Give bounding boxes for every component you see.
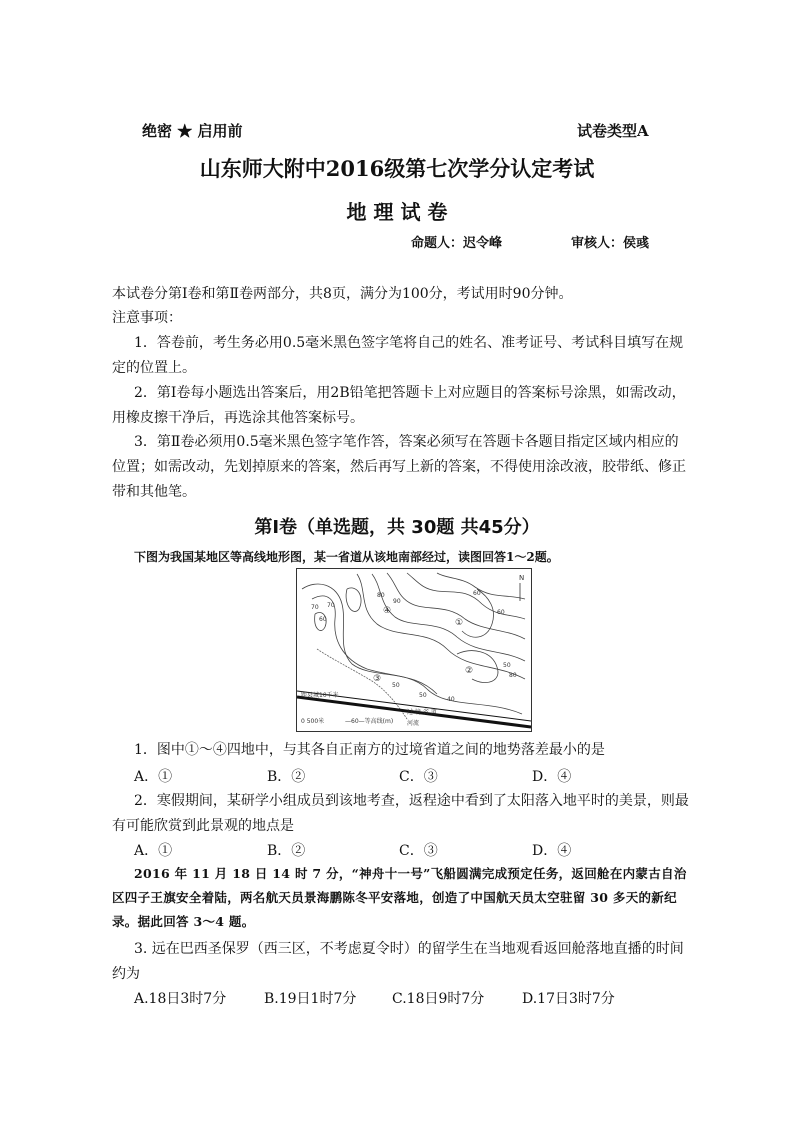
- q3-option-b[interactable]: B.19日1时7分: [264, 991, 357, 1007]
- q2-option-a[interactable]: A．①: [134, 843, 173, 859]
- contour-map-svg: [297, 569, 531, 731]
- marker-2: ②: [465, 666, 474, 676]
- map-label: 50: [392, 682, 400, 689]
- map-label: 60: [319, 616, 327, 623]
- north-arrow-icon: N: [519, 574, 525, 582]
- notice-item-1: 1．答卷前，考生务必用0.5毫米黑色签字笔将自己的姓名、准考证号、考试科目填写在规定的位置上。: [112, 335, 684, 376]
- section-lead: 下图为我国某地区等高线地形图，某一省道从该地南部经过，读图回答1～2题。: [134, 550, 559, 564]
- q2-option-c[interactable]: C．③: [399, 843, 438, 859]
- notice-item-2: 2．第Ⅰ卷每小题选出答案后，用2B铅笔把答题卡上对应题目的答案标号涂黑，如需改动，用橡皮擦干净后，再选涂其他答案标号。: [112, 385, 686, 426]
- notice-item-3: 3．第Ⅱ卷必须用0.5毫米黑色签字笔作答，答案必须写在答题卡各题目指定区域内相应的位置；如需改动，先划掉原来的答案，然后再写上新的答案，不得使用涂改液，胶带纸、修正带和其他笔。: [112, 434, 686, 500]
- author-label: 命题人：迟令峰: [411, 236, 503, 251]
- contour-map: [296, 568, 532, 732]
- question-3-stem: 3. 远在巴西圣保罗（西三区，不考虑夏令时）的留学生在当地观看返回舱落地直播的时间约为: [112, 941, 684, 982]
- q2-option-b[interactable]: B．②: [267, 843, 306, 859]
- question-1-stem: 1．图中①～④四地中，与其各自正南方的过境省道之间的地势落差最小的是: [134, 742, 605, 758]
- section-title: 第Ⅰ卷（单选题，共 30题 共45分）: [254, 517, 540, 538]
- q3-option-c[interactable]: C.18日9时7分: [392, 991, 485, 1007]
- q3-option-d[interactable]: D.17日3时7分: [522, 991, 615, 1007]
- q1-option-d[interactable]: D．④: [532, 769, 572, 785]
- q1-option-c[interactable]: C．③: [399, 769, 438, 785]
- contour-line: [437, 573, 525, 599]
- map-label: 50: [419, 692, 427, 699]
- map-label: 80: [509, 672, 517, 679]
- intro-text: 本试卷分第Ⅰ卷和第Ⅱ卷两部分，共8页，满分为100分，考试用时90分钟。: [112, 286, 573, 302]
- legend-river: 河流: [407, 720, 420, 727]
- map-label: 80: [377, 592, 385, 599]
- map-label: 60: [497, 609, 505, 616]
- map-label: 40: [447, 696, 455, 703]
- reviewer-label: 审核人：侯彧: [571, 236, 650, 251]
- q2-option-d[interactable]: D．④: [532, 843, 572, 859]
- map-label: 70: [327, 602, 335, 609]
- exam-subtitle: 地 理 试 卷: [346, 200, 448, 224]
- contour-line: [387, 573, 525, 639]
- scale-bar: 0 500米: [301, 718, 325, 725]
- marker-1: ①: [455, 618, 464, 628]
- contour-line: [357, 574, 525, 679]
- contour-line: [372, 574, 525, 661]
- marker-3: ③: [373, 674, 382, 684]
- map-label: 70: [311, 604, 319, 611]
- map-label: 60: [473, 590, 481, 597]
- marker-4: ④: [383, 606, 392, 616]
- road-label: 过 境 省 道: [407, 709, 437, 716]
- question-2-stem: 2．寒假期间，某研学小组成员到该地考查，返程途中看到了太阳落入地平时的美景，则最有可能欣赏到此景观的地点是: [112, 793, 689, 834]
- q1-option-a[interactable]: A．①: [134, 769, 173, 785]
- contour-line: [457, 651, 498, 683]
- legend-contour: —60—等高线(m): [345, 718, 394, 725]
- q1-option-b[interactable]: B．②: [267, 769, 306, 785]
- passage-3-4: 2016 年 11 月 18 日 14 时 7 分，“神舟十一号”飞船圆满完成预定任务，返回舱在内蒙古自治区四子王旗安全着陆，两名航天员景海鹏陈冬平安落地，创造了中国航天员太空驻留 30 多天的新纪录。据此回答 3～4 题。: [112, 866, 687, 929]
- contour-line: [346, 588, 361, 612]
- notice-title: 注意事项：: [112, 310, 182, 326]
- map-label: 90: [393, 598, 401, 605]
- town-distance: 距县城10千米: [301, 692, 339, 699]
- q3-option-a[interactable]: A.18日3时7分: [134, 991, 227, 1007]
- exam-title: 山东师大附中2016级第七次学分认定考试: [199, 156, 595, 181]
- map-label: 50: [503, 662, 511, 669]
- paper-type: 试卷类型A: [577, 122, 649, 140]
- secret-label: 绝密 ★ 启用前: [142, 122, 243, 140]
